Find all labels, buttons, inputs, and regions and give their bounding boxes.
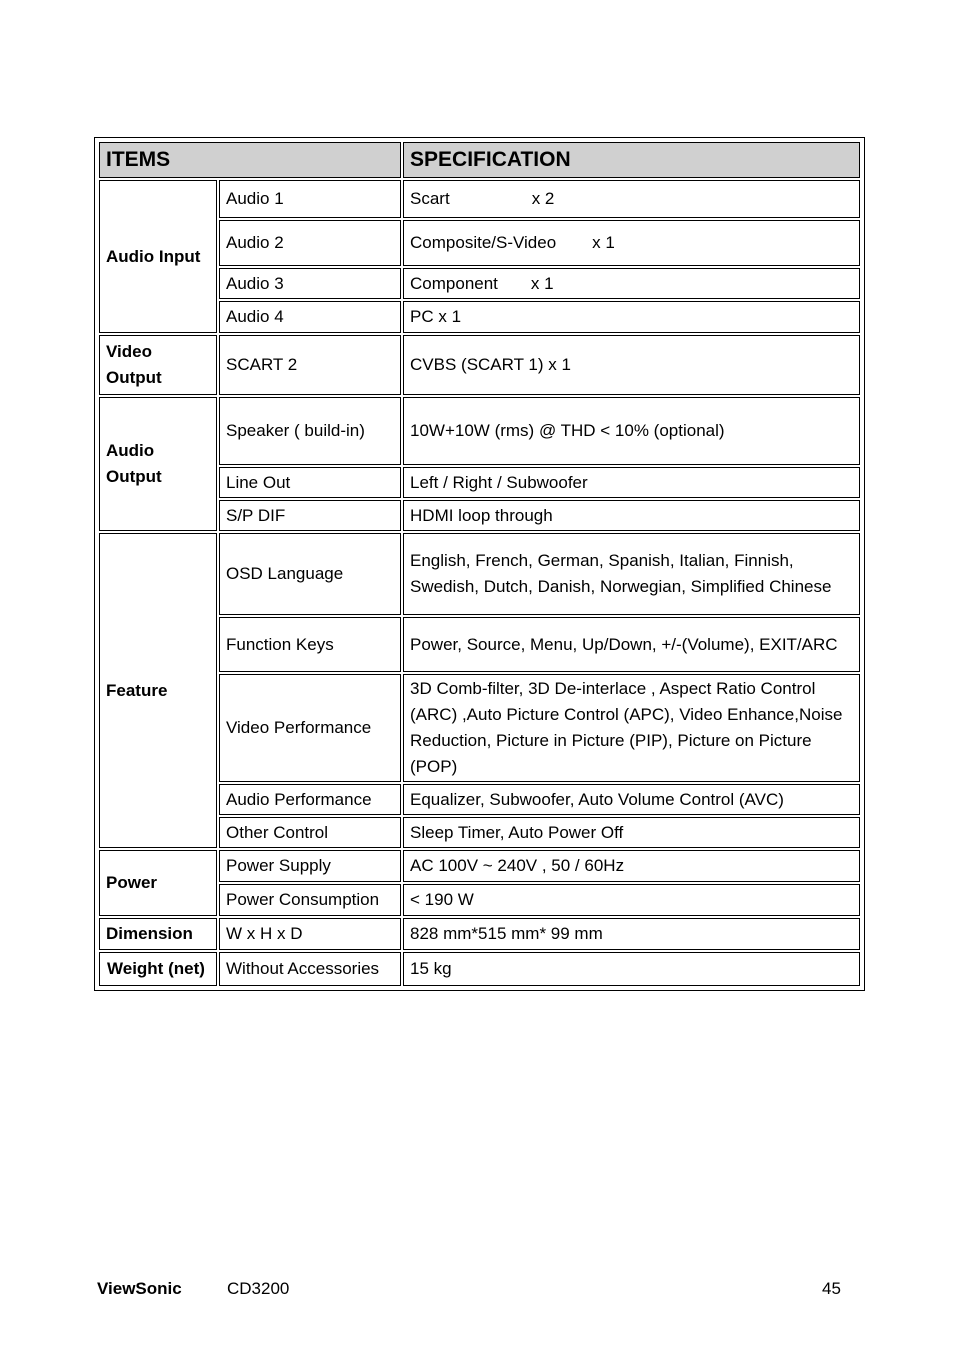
item-cell: Audio 1 <box>219 180 401 218</box>
item-cell: Without Accessories <box>219 952 401 986</box>
value-cell: English, French, German, Spanish, Italian, Finnish, Swedish, Dutch, Danish, Norwegian, Simplified Chinese <box>403 533 860 615</box>
value-cell: Component x 1 <box>403 268 860 299</box>
category-audio-output: Audio Output <box>99 397 217 531</box>
category-dimension: Dimension <box>99 918 217 950</box>
value-cell: Sleep Timer, Auto Power Off <box>403 817 860 848</box>
table-row <box>99 533 860 615</box>
item-cell: Audio Performance <box>219 784 401 815</box>
table-row <box>99 952 860 986</box>
value-cell: CVBS (SCART 1) x 1 <box>403 335 860 395</box>
category-weight: Weight (net) <box>99 952 217 986</box>
category-video-output: Video Output <box>99 335 217 395</box>
value-cell: HDMI loop through <box>403 500 860 531</box>
table-row <box>99 397 860 465</box>
item-cell: Other Control <box>219 817 401 848</box>
item-cell: Line Out <box>219 467 401 498</box>
item-cell: Audio 3 <box>219 268 401 299</box>
footer-brand: ViewSonic <box>97 1279 182 1298</box>
value-cell: Scart x 2 <box>403 180 860 218</box>
category-power: Power <box>99 850 217 916</box>
item-cell: Audio 2 <box>219 220 401 266</box>
footer-model: CD3200 <box>227 1279 290 1298</box>
item-cell: Function Keys <box>219 617 401 672</box>
specification-table <box>97 140 862 988</box>
item-cell: Audio 4 <box>219 301 401 333</box>
value-cell: PC x 1 <box>403 301 860 333</box>
value-cell: AC 100V ~ 240V , 50 / 60Hz <box>403 850 860 882</box>
value-cell: Equalizer, Subwoofer, Auto Volume Control (AVC) <box>403 784 860 815</box>
table-row <box>99 850 860 882</box>
category-audio-input: Audio Input <box>99 180 217 333</box>
category-feature: Feature <box>99 533 217 848</box>
specification-table-frame <box>94 137 865 991</box>
item-cell: Power Consumption <box>219 884 401 916</box>
value-cell: < 190 W <box>403 884 860 916</box>
value-cell: 828 mm*515 mm* 99 mm <box>403 918 860 950</box>
value-cell: 10W+10W (rms) @ THD < 10% (optional) <box>403 397 860 465</box>
value-cell: Power, Source, Menu, Up/Down, +/-(Volume), EXIT/ARC <box>403 617 860 672</box>
header-items: ITEMS <box>99 142 401 178</box>
page-number: 45 <box>822 1279 841 1298</box>
table-row <box>99 918 860 950</box>
item-cell: S/P DIF <box>219 500 401 531</box>
value-cell: 15 kg <box>403 952 860 986</box>
value-cell: Composite/S-Video x 1 <box>403 220 860 266</box>
value-cell: 3D Comb-filter, 3D De-interlace , Aspect Ratio Control (ARC) ,Auto Picture Control (APC), Video Enhance,Noise Reduction, Picture in Picture (PIP), Picture on Picture (POP) <box>403 674 860 782</box>
header-specification: SPECIFICATION <box>403 142 860 178</box>
table-row <box>99 335 860 395</box>
item-cell: Power Supply <box>219 850 401 882</box>
item-cell: OSD Language <box>219 533 401 615</box>
item-cell: W x H x D <box>219 918 401 950</box>
item-cell: SCART 2 <box>219 335 401 395</box>
item-cell: Video Performance <box>219 674 401 782</box>
table-header-row <box>99 142 860 178</box>
value-cell: Left / Right / Subwoofer <box>403 467 860 498</box>
table-row <box>99 180 860 218</box>
item-cell: Speaker ( build-in) <box>219 397 401 465</box>
